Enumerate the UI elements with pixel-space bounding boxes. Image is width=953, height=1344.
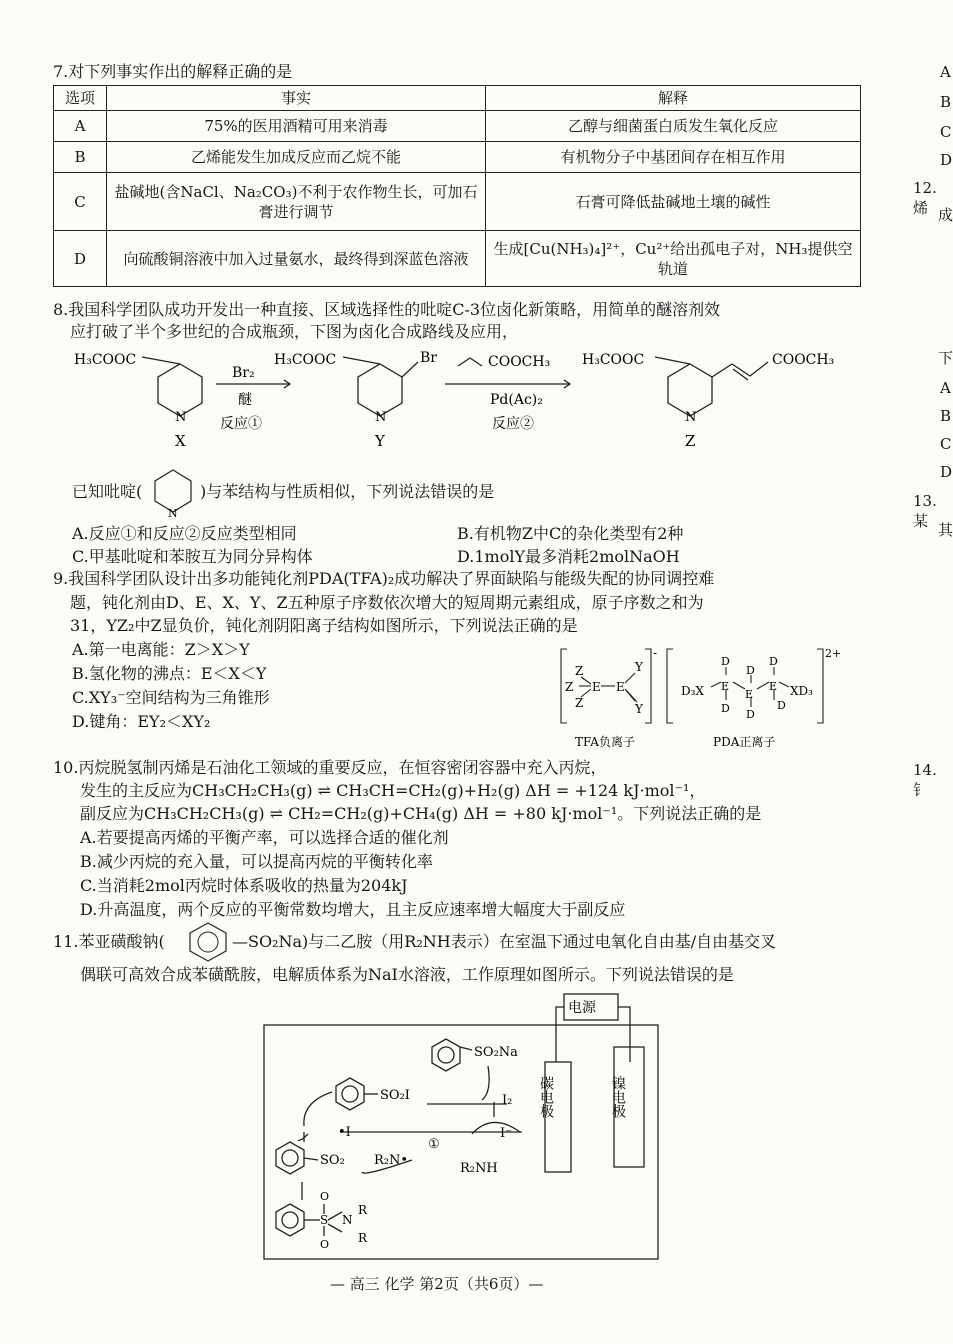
label-z: Z <box>685 432 696 450</box>
amide-n: N <box>342 1213 353 1227</box>
amide-r-bottom: R <box>358 1231 368 1245</box>
cation-charge: 2+ <box>825 647 842 660</box>
reagent1-top: Br₂ <box>232 365 255 381</box>
sub-ester-y: H₃COOC <box>274 352 337 368</box>
q7-stem: 7.对下列事实作出的解释正确的是 <box>53 62 293 81</box>
q7-row-option: A <box>54 111 107 142</box>
right-edge-q14: 14.钅 <box>913 761 937 799</box>
q10-option-b: B.减少丙烷的充入量，可以提高丙烷的平衡转化率 <box>80 852 433 871</box>
q8-reaction-scheme <box>60 344 880 454</box>
q11-electrolysis-diagram <box>262 992 662 1264</box>
q10-option-d: D.升高温度，两个反应的平衡常数均增大，且主反应速率增大幅度大于副反应 <box>80 900 626 919</box>
q7-header-fact: 事实 <box>107 86 486 111</box>
q9-stem-line3: 31，YZ₂中Z显负价，钝化剂阴阳离子结构如图所示，下列说法正确的是 <box>70 616 578 635</box>
right-edge-d: D <box>940 151 953 169</box>
n-atom-y: N <box>375 410 387 425</box>
anion-charge: - <box>653 646 658 660</box>
pyridine-inline-icon <box>150 466 196 518</box>
right-edge-x2: B <box>940 407 952 425</box>
q9-stem-line1: 9.我国科学团队设计出多功能钝化剂PDA(TFA)₂成功解决了界面缺陷与能级失配的协同调控难 <box>53 569 715 588</box>
q7-row-explanation: 生成[Cu(NH₃)₄]²⁺，Cu²⁺给出孤电子对，NH₃提供空轨道 <box>486 231 861 287</box>
q10-stem: 10.丙烷脱氢制丙烯是石油化工领域的重要反应，在恒容密闭容器中充入丙烷， <box>53 758 607 777</box>
sub-ester-x: H₃COOC <box>74 352 137 368</box>
right-edge-c: C <box>940 123 952 141</box>
q11-stem-mid: —SO₂Na)与二乙胺（用R₂NH表示）在室温下通过电氧化自由基/自由基交叉 <box>232 932 777 951</box>
reagent1-mid: 醚 <box>238 392 252 408</box>
page-footer: — 高三 化学 第2页（共6页）— <box>330 1275 544 1293</box>
q7-header-option: 选项 <box>54 86 107 111</box>
q8-note-suffix: )与苯结构与性质相似，下列说法错误的是 <box>200 482 495 501</box>
n-atom-x: N <box>175 410 187 425</box>
q11-stem-prefix: 11.苯亚磺酸钠( <box>53 932 165 951</box>
table-row <box>54 111 861 142</box>
q9-option-d: D.键角：EY₂＜XY₂ <box>72 712 211 731</box>
reagent1-bot: 反应① <box>220 416 262 432</box>
atom-e-1: E <box>592 680 601 694</box>
sulfonyl-s: S <box>320 1213 329 1227</box>
atom-d-1: D <box>721 655 730 668</box>
sulfonyl-o-bottom: O <box>320 1238 330 1251</box>
amide-r-top: R <box>358 1203 368 1217</box>
right-edge-q13: 13.某 <box>913 492 937 530</box>
benzene-inline-icon <box>185 920 231 964</box>
q9-option-a: A.第一电离能：Z＞X＞Y <box>72 640 250 659</box>
q7-table <box>53 85 861 287</box>
right-edge-q12b: 成 <box>938 206 953 224</box>
atom-z-bottom: Z <box>575 696 584 710</box>
atom-z-left: Z <box>565 680 574 694</box>
so2na-label: SO₂Na <box>474 1045 518 1060</box>
atom-e-c1: E <box>721 680 730 693</box>
atom-e-2: E <box>616 680 625 694</box>
r2n-radical-label: R₂N• <box>374 1153 409 1168</box>
q7-row-explanation: 乙醇与细菌蛋白质发生氧化反应 <box>486 111 861 142</box>
q8-note-prefix: 已知吡啶( <box>72 482 143 501</box>
q7-header-row <box>54 86 861 111</box>
q7-row-fact: 乙烯能发生加成反应而乙烷不能 <box>107 142 486 173</box>
q8-option-c: C.甲基吡啶和苯胺互为同分异构体 <box>72 547 313 566</box>
q9-option-c: C.XY₃⁻空间结构为三角锥形 <box>72 688 270 707</box>
right-edge-x4: D <box>940 463 953 481</box>
q9-ion-structures <box>555 645 855 753</box>
so2-radical-label: SO₂ <box>320 1153 345 1168</box>
sub-cooch3-z: COOCH₃ <box>772 352 835 368</box>
atom-d-5: D <box>769 655 778 668</box>
q7-row-option: B <box>54 142 107 173</box>
table-row <box>54 142 861 173</box>
q7-row-option: D <box>54 231 107 287</box>
right-edge-q13b: 其 <box>938 521 953 539</box>
pyridine-ring-z <box>668 364 712 416</box>
sub-br-y: Br <box>420 350 437 366</box>
q7-row-fact: 向硫酸铜溶液中加入过量氨水，最终得到深蓝色溶液 <box>107 231 486 287</box>
pyridine-ring-y <box>358 364 402 416</box>
atom-e-c2: E <box>745 688 754 701</box>
right-edge-a: A <box>940 63 951 81</box>
circle-one-label: ① <box>428 1137 440 1152</box>
i2-label: I₂ <box>502 1093 513 1108</box>
q7-row-fact: 75%的医用酒精可用来消毒 <box>107 111 486 142</box>
carbon-electrode-label: 碳电极 <box>538 1076 554 1118</box>
pyridine-ring-x <box>158 364 202 416</box>
atom-z-top: Z <box>575 664 584 678</box>
anion-label: TFA负离子 <box>575 735 635 749</box>
pyridine-n: N <box>168 507 178 520</box>
atom-y-top: Y <box>635 660 643 674</box>
q8-option-d: D.1molY最多消耗2molNaOH <box>457 547 680 566</box>
right-edge-b: B <box>940 93 952 111</box>
q10-option-a: A.若要提高丙烯的平衡产率，可以选择合适的催化剂 <box>80 828 449 847</box>
q10-option-c: C.当消耗2mol丙烷时体系吸收的热量为204kJ <box>80 876 408 895</box>
atom-d3x: D₃X <box>681 684 704 698</box>
q7-header-explanation: 解释 <box>486 86 861 111</box>
atom-d-3: D <box>746 664 755 677</box>
atom-y-bottom: Y <box>635 702 643 716</box>
label-y: Y <box>375 432 385 450</box>
q7-row-explanation: 有机物分子中基团间存在相互作用 <box>486 142 861 173</box>
right-edge-x3: C <box>940 435 952 453</box>
reagent2-mid: Pd(Ac)₂ <box>490 392 543 408</box>
atom-d-4: D <box>746 708 755 721</box>
sulfonyl-o-top: O <box>320 1190 330 1203</box>
right-edge-x0: 下 <box>938 349 953 367</box>
atom-d-2: D <box>721 702 730 715</box>
q8-option-a: A.反应①和反应②反应类型相同 <box>72 524 297 543</box>
q9-option-b: B.氢化物的沸点：E＜X＜Y <box>72 664 267 683</box>
q7-row-fact: 盐碱地(含NaCl、Na₂CO₃)不利于农作物生长，可加石膏进行调节 <box>107 173 486 231</box>
n-atom-z: N <box>685 410 697 425</box>
i-minus-label: I⁻ <box>500 1126 512 1141</box>
right-edge-q12: 12.烯 <box>913 179 937 217</box>
cation-label: PDA正离子 <box>713 735 776 749</box>
q7-row-explanation: 石膏可降低盐碱地土壤的碱性 <box>486 173 861 231</box>
atom-xd3: XD₃ <box>790 684 813 698</box>
q8-option-b: B.有机物Z中C的杂化类型有2种 <box>457 524 684 543</box>
atom-e-c3: E <box>769 680 778 693</box>
atom-d-6: D <box>777 699 786 712</box>
q7-row-option: C <box>54 173 107 231</box>
table-row <box>54 173 861 231</box>
q11-stem-line2: 偶联可高效合成苯磺酰胺，电解质体系为NaI水溶液，工作原理如图所示。下列说法错误的是 <box>80 965 734 984</box>
table-row <box>54 231 861 287</box>
r2nh-label: R₂NH <box>460 1161 498 1176</box>
q10-side-reaction: 副反应为CH₃CH₂CH₃(g) ⇌ CH₂=CH₂(g)+CH₄(g) ΔH = +80 kJ·mol⁻¹。下列说法正确的是 <box>80 804 762 823</box>
so2i-label: SO₂I <box>380 1088 410 1103</box>
reagent2-bot: 反应② <box>492 416 534 432</box>
reagent2-top: COOCH₃ <box>488 354 551 370</box>
i-radical-label: •I <box>338 1125 351 1140</box>
nickel-electrode-label: 镍电极 <box>610 1076 626 1118</box>
power-label: 电源 <box>568 1000 596 1016</box>
label-x: X <box>175 432 186 450</box>
q9-stem-line2: 题，钝化剂由D、E、X、Y、Z五种原子序数依次增大的短周期元素组成，原子序数之和为 <box>70 593 704 612</box>
right-edge-x1: A <box>940 379 951 397</box>
sub-ester-z: H₃COOC <box>582 352 645 368</box>
q10-main-reaction: 发生的主反应为CH₃CH₂CH₃(g) ⇌ CH₃CH=CH₂(g)+H₂(g) ΔH = +124 kJ·mol⁻¹， <box>80 781 706 800</box>
q8-stem-line2: 应打破了半个多世纪的合成瓶颈，下图为卤化合成路线及应用， <box>70 322 519 341</box>
q8-stem-line1: 8.我国科学团队成功开发出一种直接、区域选择性的吡啶C-3位卤化新策略，用简单的醚溶剂效 <box>53 300 721 319</box>
